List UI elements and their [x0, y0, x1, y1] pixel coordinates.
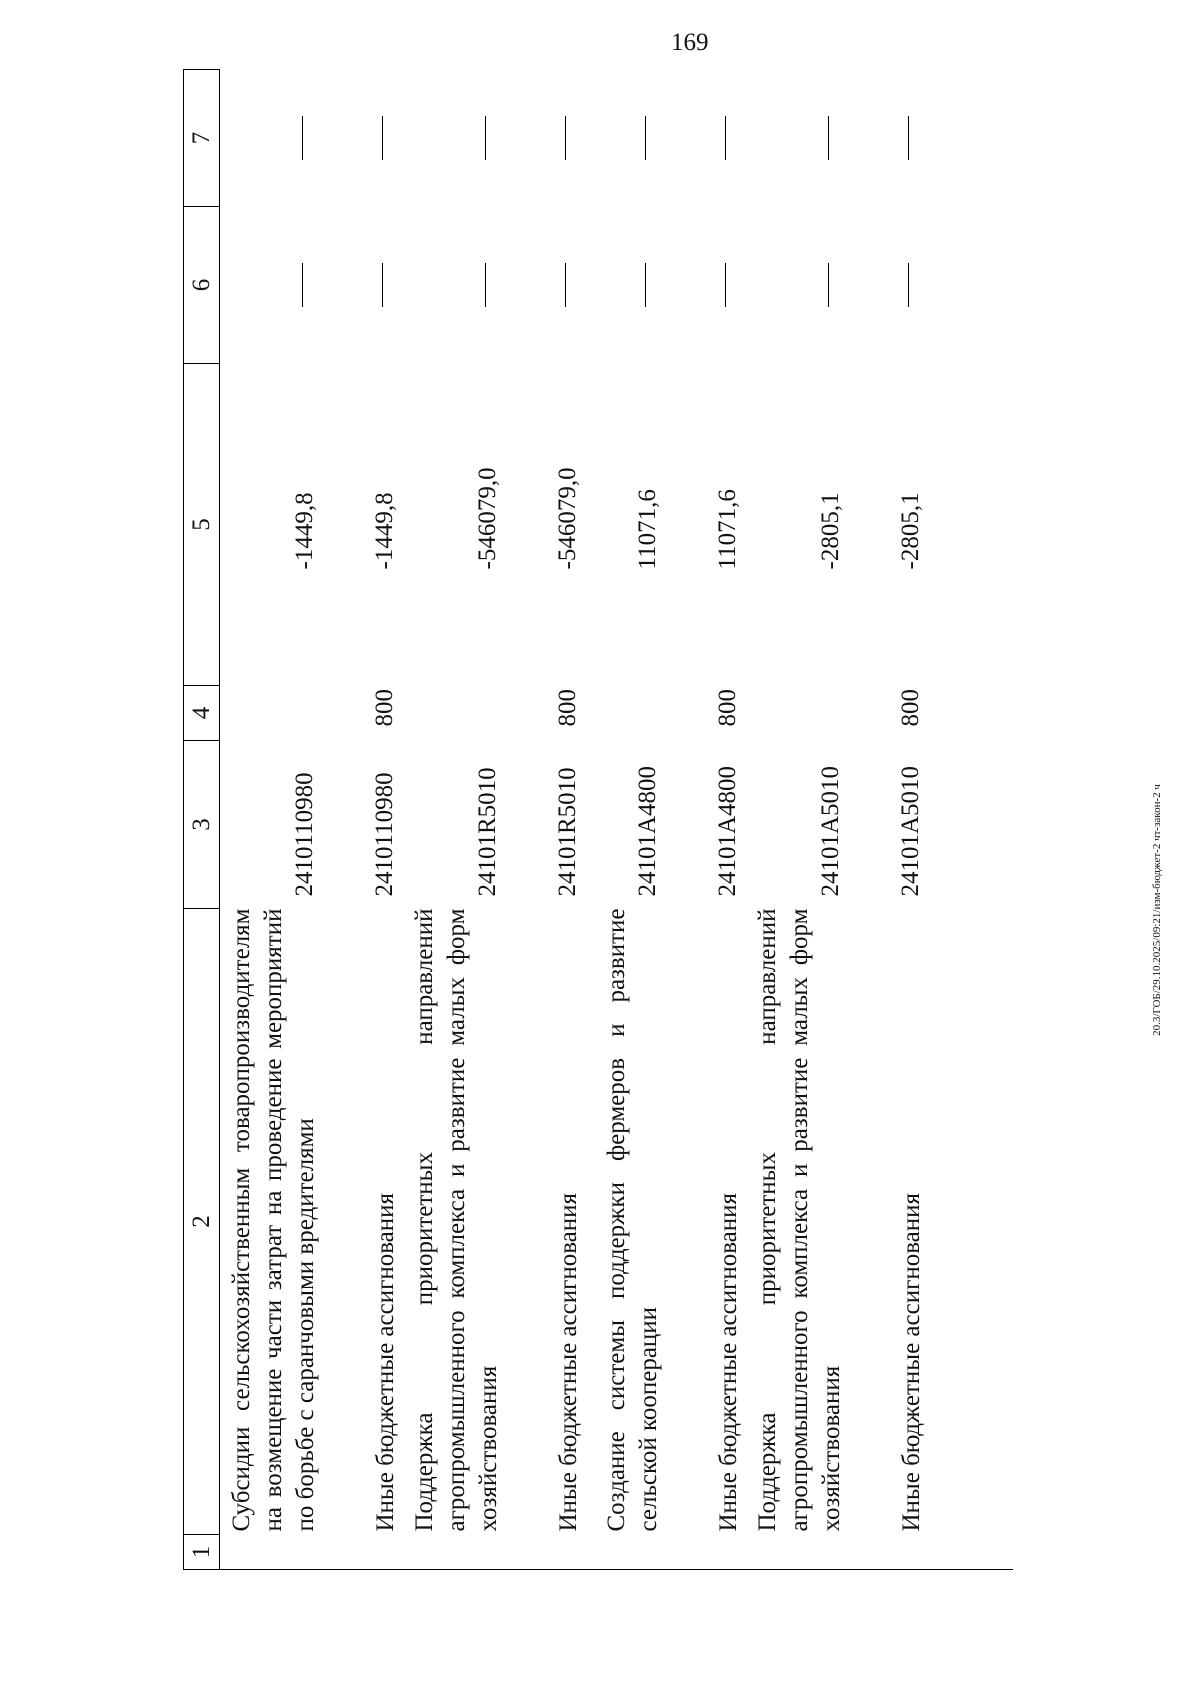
budget-table [183, 69, 929, 1570]
table-row [746, 70, 849, 1570]
row-col6-dash [666, 207, 746, 364]
row-name: Иные бюджетные ассигнования [372, 1192, 399, 1532]
row-col6-dash [586, 207, 666, 364]
row-name: Поддержка приоритетных направлений агропромышленного комплекса и развитие малых форм хозяйствования [411, 908, 502, 1532]
row-section: 800 [897, 689, 924, 727]
table-row [323, 70, 403, 1570]
dash-icon [565, 116, 567, 160]
row-code: 24101R5010 [474, 767, 501, 897]
header-col-3: 3 [184, 741, 220, 909]
table-row [220, 70, 324, 1570]
row-section: 800 [714, 689, 741, 727]
row-col7-dash [506, 70, 586, 207]
header-col-1: 1 [184, 1535, 220, 1570]
row-col6-dash [506, 207, 586, 364]
header-col-2: 2 [184, 909, 220, 1535]
row-amount: -1449,8 [291, 492, 318, 570]
table-row [586, 70, 666, 1570]
row-code: 24101A4800 [714, 765, 741, 897]
row-code: 24101A5010 [817, 765, 844, 897]
row-code: 2410110980 [371, 772, 398, 897]
dash-icon [485, 116, 487, 160]
row-code: 24101A4800 [634, 765, 661, 897]
row-col7-dash [746, 70, 849, 207]
dash-icon [908, 263, 910, 307]
row-col7-dash [849, 70, 929, 207]
row-section: 800 [554, 689, 581, 727]
row-section: 800 [371, 689, 398, 727]
row-name: Иные бюджетные ассигнования [555, 1192, 582, 1532]
row-section [746, 686, 849, 741]
row-col7-dash [666, 70, 746, 207]
row-amount: 11071,6 [634, 489, 661, 570]
table-header-row [184, 70, 220, 1570]
row-col6-dash [746, 207, 849, 364]
row-col6-dash [403, 207, 506, 364]
row-name: Создание системы поддержки фермеров и развитие сельской кооперации [603, 908, 662, 1532]
row-col6-dash [849, 207, 929, 364]
dash-icon [565, 263, 567, 307]
row-name: Иные бюджетные ассигнования [715, 1192, 742, 1532]
row-amount: -2805,1 [897, 492, 924, 570]
dash-icon [382, 116, 384, 160]
row-code: 24101R5010 [554, 767, 581, 897]
page-number: 169 [671, 29, 709, 56]
row-name: Поддержка приоритетных направлений агропромышленного комплекса и развитие малых форм хозяйствования [754, 908, 845, 1532]
table-left-border [218, 1569, 1013, 1570]
header-col-6: 6 [184, 207, 220, 364]
dash-icon [382, 263, 384, 307]
row-col7-dash [403, 70, 506, 207]
row-section [403, 686, 506, 741]
dash-icon [908, 116, 910, 160]
dash-icon [302, 116, 304, 160]
dash-icon [645, 116, 647, 160]
header-col-7: 7 [184, 70, 220, 207]
row-code: 2410110980 [291, 772, 318, 897]
header-col-5: 5 [184, 364, 220, 686]
row-amount: 11071,6 [714, 489, 741, 570]
row-code: 24101A5010 [897, 765, 924, 897]
row-amount: -1449,8 [371, 492, 398, 570]
dash-icon [828, 263, 830, 307]
dash-icon [645, 263, 647, 307]
header-col-4: 4 [184, 686, 220, 741]
row-col6-dash [220, 207, 324, 364]
row-name: Иные бюджетные ассигнования [898, 1192, 925, 1532]
table-row [506, 70, 586, 1570]
row-col6-dash [323, 207, 403, 364]
row-section [220, 686, 324, 741]
row-name: Субсидии сельскохозяйственным товаропроизводителям на возмещение части затрат на проведение мероприятий по борьбе с саранчовыми вредителями [228, 908, 319, 1532]
row-section [586, 686, 666, 741]
row-col7-dash [220, 70, 324, 207]
dash-icon [725, 116, 727, 160]
table-row [849, 70, 929, 1570]
row-amount: -546079,0 [554, 467, 581, 570]
row-amount: -546079,0 [474, 467, 501, 570]
dash-icon [828, 116, 830, 160]
row-col7-dash [323, 70, 403, 207]
row-amount: -2805,1 [817, 492, 844, 570]
table-row [666, 70, 746, 1570]
row-col7-dash [586, 70, 666, 207]
dash-icon [725, 263, 727, 307]
table-row [403, 70, 506, 1570]
dash-icon [302, 263, 304, 307]
dash-icon [485, 263, 487, 307]
footer-code: 20.3/ГОБ/29.10.2025/09:21/изм-бюджет-2 чт-закон-2 ч [1151, 784, 1163, 1036]
budget-table-rotated [183, 70, 1013, 1570]
